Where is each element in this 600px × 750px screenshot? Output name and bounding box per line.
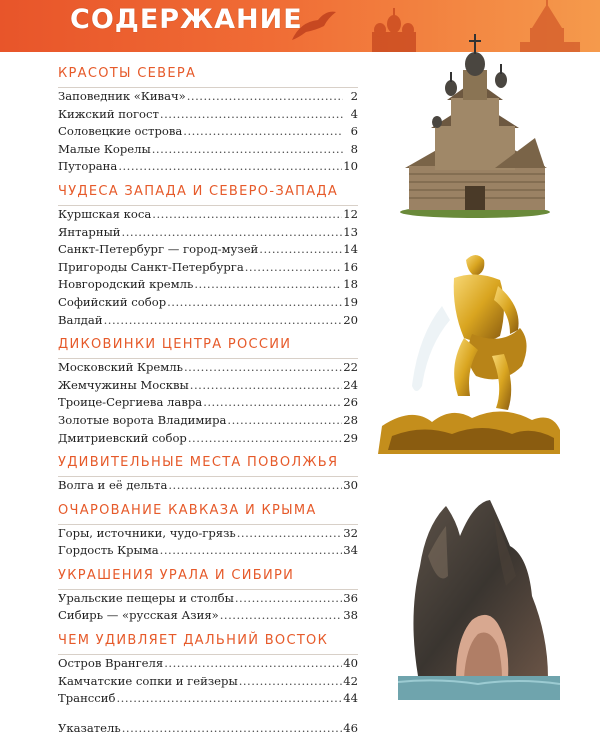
entry-title: Санкт-Петербург — город-музей <box>58 242 259 257</box>
page-number: 22 <box>343 360 358 375</box>
entry-title: Камчатские сопки и гейзеры <box>58 673 238 688</box>
dot-leader <box>188 430 342 448</box>
dot-leader <box>184 359 342 377</box>
toc-entry[interactable] <box>58 123 358 141</box>
toc-section <box>58 64 358 176</box>
toc-entry[interactable] <box>58 607 358 625</box>
dot-leader <box>152 206 342 224</box>
entry-title: Новгородский кремль <box>58 277 194 292</box>
toc-entry[interactable] <box>58 259 358 277</box>
page-number: 46 <box>343 720 358 735</box>
entry-title: Соловецкие острова <box>58 124 183 139</box>
page-number: 20 <box>343 312 358 327</box>
page-number: 2 <box>350 89 358 103</box>
page-number: 29 <box>343 430 358 445</box>
entry-title: Путорана <box>58 159 118 174</box>
page-number: 19 <box>343 294 358 309</box>
entry-title: Указатель <box>58 720 121 735</box>
dot-leader <box>160 542 343 560</box>
toc-entry[interactable] <box>58 690 358 708</box>
page-number: 13 <box>343 224 358 239</box>
page-number: 28 <box>343 412 358 427</box>
dot-leader <box>227 412 342 430</box>
toc-entry[interactable] <box>58 525 358 543</box>
page-number: 24 <box>343 377 358 392</box>
entry-title: Валдай <box>58 312 103 327</box>
toc-entry[interactable] <box>58 276 358 294</box>
dot-leader <box>118 158 342 176</box>
page-number: 36 <box>343 590 358 605</box>
dot-leader <box>237 525 343 543</box>
page-number: 6 <box>350 124 358 139</box>
entry-title: Пригороды Санкт-Петербурга <box>58 259 244 274</box>
entry-title: Остров Врангеля <box>58 656 164 671</box>
dot-leader <box>239 673 343 691</box>
page-number: 16 <box>343 259 358 274</box>
page-number: 40 <box>343 656 358 671</box>
page-number: 8 <box>350 141 358 156</box>
entry-title: Горы, источники, чудо-грязь <box>58 525 236 540</box>
dot-leader <box>203 394 342 412</box>
toc-section <box>58 501 358 560</box>
page-number: 14 <box>343 242 358 257</box>
page-number: 26 <box>343 395 358 410</box>
dot-leader <box>152 141 343 159</box>
toc-entry[interactable] <box>58 359 358 377</box>
toc-entry[interactable] <box>58 655 358 673</box>
toc-entry[interactable] <box>58 88 358 106</box>
page-number: 34 <box>343 543 358 558</box>
section-title: УДИВИТЕЛЬНЫЕ МЕСТА ПОВОЛЖЬЯ <box>58 455 339 471</box>
entry-title: Московский Кремль <box>58 360 183 375</box>
entry-title: Золотые ворота Владимира <box>58 412 227 427</box>
dot-leader <box>117 690 343 708</box>
page-number: 32 <box>343 525 358 540</box>
table-of-contents <box>58 62 358 737</box>
dot-leader <box>164 655 342 673</box>
toc-entry[interactable] <box>58 430 358 448</box>
dot-leader <box>122 720 343 738</box>
toc-entry[interactable] <box>58 241 358 259</box>
entry-title: Софийский собор <box>58 294 167 309</box>
entry-title: Троице-Сергиева лавра <box>58 395 203 410</box>
toc-entry[interactable] <box>58 312 358 330</box>
page-number: 18 <box>343 277 358 292</box>
section-title: ОЧАРОВАНИЕ КАВКАЗА И КРЫМА <box>58 502 317 518</box>
dot-leader <box>160 106 343 124</box>
entry-title: Сибирь — «русская Азия» <box>58 608 219 623</box>
toc-entry[interactable] <box>58 106 358 124</box>
page-number: 12 <box>343 206 358 221</box>
entry-title: Заповедник «Кивач» <box>58 89 186 103</box>
section-title: ДИКОВИНКИ ЦЕНТРА РОССИИ <box>58 337 292 353</box>
dot-leader <box>168 477 342 495</box>
entry-title: Куршская коса <box>58 206 152 221</box>
entry-title: Дмитриевский собор <box>58 430 187 445</box>
entry-title: Гордость Крыма <box>58 543 159 558</box>
toc-entry[interactable] <box>58 412 358 430</box>
section-title: ЧУДЕСА ЗАПАДА И СЕВЕРО-ЗАПАДА <box>58 183 339 199</box>
page-number: 44 <box>343 691 358 706</box>
section-title: УКРАШЕНИЯ УРАЛА И СИБИРИ <box>58 567 295 583</box>
entry-title: Уральские пещеры и столбы <box>58 590 234 605</box>
entry-title: Транссиб <box>58 691 116 706</box>
entry-title: Жемчужины Москвы <box>58 377 189 392</box>
toc-entry[interactable] <box>58 224 358 242</box>
dot-leader <box>190 377 342 395</box>
entry-title: Янтарный <box>58 224 121 239</box>
toc-section <box>58 182 358 329</box>
section-title: ЧЕМ УДИВЛЯЕТ ДАЛЬНИЙ ВОСТОК <box>58 633 329 649</box>
page-number: 10 <box>343 159 358 174</box>
section-title: КРАСОТЫ СЕВЕРА <box>58 66 197 81</box>
rock-arch-image <box>398 496 560 700</box>
entry-title: Малые Корелы <box>58 141 151 156</box>
toc-entry[interactable] <box>58 206 358 224</box>
toc-entry[interactable] <box>58 590 358 608</box>
toc-section <box>58 566 358 625</box>
page-number: 38 <box>343 608 358 623</box>
dot-leader <box>220 607 343 625</box>
wooden-church-image <box>395 18 555 218</box>
dot-leader <box>122 224 343 242</box>
toc-section <box>58 453 358 495</box>
dot-leader <box>259 241 342 259</box>
dot-leader <box>245 259 343 277</box>
toc-entry[interactable] <box>58 141 358 159</box>
entry-title: Волга и её дельта <box>58 478 168 493</box>
page-number: 30 <box>343 478 358 493</box>
dot-leader <box>187 88 343 106</box>
page-number: 42 <box>343 673 358 688</box>
toc-entry[interactable] <box>58 673 358 691</box>
toc-entry[interactable] <box>58 158 358 176</box>
dot-leader <box>194 276 342 294</box>
dot-leader <box>235 590 342 608</box>
toc-entry[interactable] <box>58 477 358 495</box>
samson-fountain-image <box>372 246 562 454</box>
dot-leader <box>167 294 342 312</box>
toc-section <box>58 631 358 708</box>
page-title: СОДЕРЖАНИЕ <box>70 4 303 35</box>
entry-title: Кижский погост <box>58 106 159 121</box>
toc-entry[interactable] <box>58 542 358 560</box>
dot-leader <box>104 312 343 330</box>
toc-entry[interactable] <box>58 394 358 412</box>
toc-entry-index[interactable] <box>58 720 358 738</box>
toc-entry[interactable] <box>58 377 358 395</box>
toc-entry[interactable] <box>58 294 358 312</box>
dot-leader <box>183 123 343 141</box>
toc-section <box>58 335 358 447</box>
page-number: 4 <box>350 106 358 121</box>
